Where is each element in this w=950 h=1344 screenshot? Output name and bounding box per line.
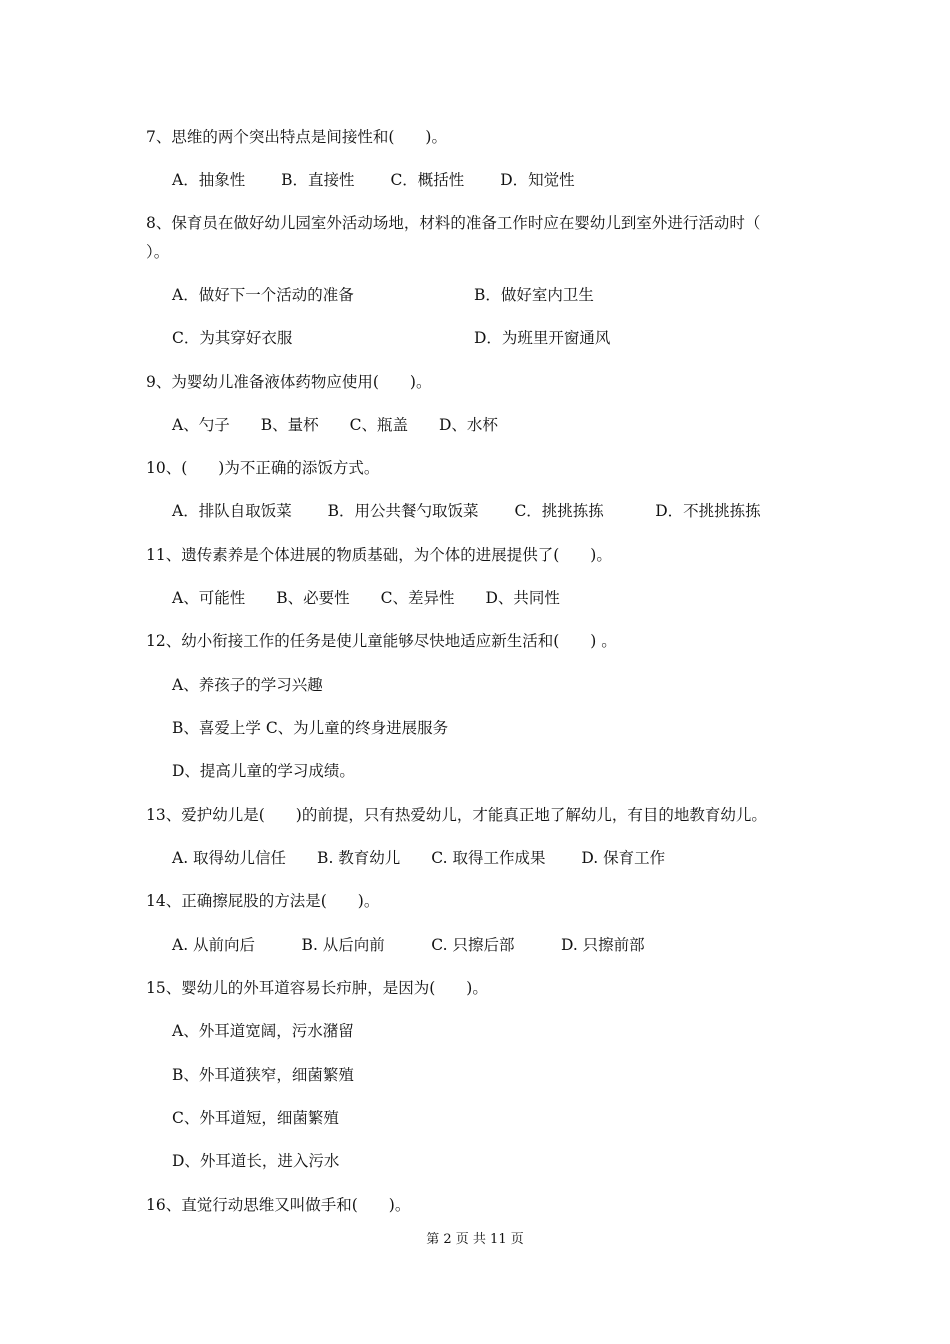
question-14-stem: 14、正确擦屁股的方法是( )。	[146, 892, 380, 910]
question-11-stem: 11、遗传素养是个体进展的物质基础，为个体的进展提供了( )。	[146, 546, 612, 564]
page-number-footer: 第 2 页 共 11 页	[426, 1232, 524, 1247]
question-12-option-d: D、提高儿童的学习成绩。	[172, 762, 355, 780]
question-8-option-d: D．为班里开窗通风	[474, 329, 611, 347]
question-8-option-c: C．为其穿好衣服	[172, 329, 293, 347]
question-10-stem: 10、( )为不正确的添饭方式。	[146, 459, 380, 477]
question-15-option-a: A、外耳道宽阔，污水潴留	[172, 1022, 354, 1040]
question-10-options: A．排队自取饭菜 B．用公共餐勺取饭菜 C．挑挑拣拣 D．不挑挑拣拣	[172, 502, 761, 520]
question-8-option-a: A．做好下一个活动的准备	[172, 286, 354, 304]
question-12-option-bc: B、喜爱上学 C、为儿童的终身进展服务	[172, 719, 449, 737]
question-15-option-c: C、外耳道短，细菌繁殖	[172, 1109, 339, 1127]
question-7-options: A．抽象性 B．直接性 C．概括性 D．知觉性	[172, 171, 575, 189]
question-8-option-b: B．做好室内卫生	[474, 286, 594, 304]
question-15-option-d: D、外耳道长，进入污水	[172, 1152, 340, 1170]
question-12-stem: 12、幼小衔接工作的任务是使儿童能够尽快地适应新生活和( ) 。	[146, 632, 617, 650]
question-12-option-a: A、养孩子的学习兴趣	[172, 676, 323, 694]
question-16-stem: 16、直觉行动思维又叫做手和( )。	[146, 1196, 411, 1214]
question-7-stem: 7、思维的两个突出特点是间接性和( )。	[146, 128, 447, 146]
question-11-options: A、可能性 B、必要性 C、差异性 D、共同性	[172, 589, 560, 607]
question-13-options: A. 取得幼儿信任 B. 教育幼儿 C. 取得工作成果 D. 保育工作	[172, 849, 666, 867]
question-14-options: A. 从前向后 B. 从后向前 C. 只擦后部 D. 只擦前部	[172, 936, 645, 954]
question-9-stem: 9、为婴幼儿准备液体药物应使用( )。	[146, 373, 432, 391]
question-15-option-b: B、外耳道狭窄，细菌繁殖	[172, 1066, 354, 1084]
question-8-stem-line2: ）。	[146, 243, 170, 261]
question-8-stem-line1: 8、保育员在做好幼儿园室外活动场地，材料的准备工作时应在婴幼儿到室外进行活动时（	[146, 214, 761, 232]
question-13-stem: 13、爱护幼儿是( )的前提，只有热爱幼儿，才能真正地了解幼儿，有目的地教育幼儿。	[146, 806, 767, 824]
question-9-options: A、勺子 B、量杯 C、瓶盖 D、水杯	[172, 416, 498, 434]
question-15-stem: 15、婴幼儿的外耳道容易长疖肿，是因为( )。	[146, 979, 488, 997]
